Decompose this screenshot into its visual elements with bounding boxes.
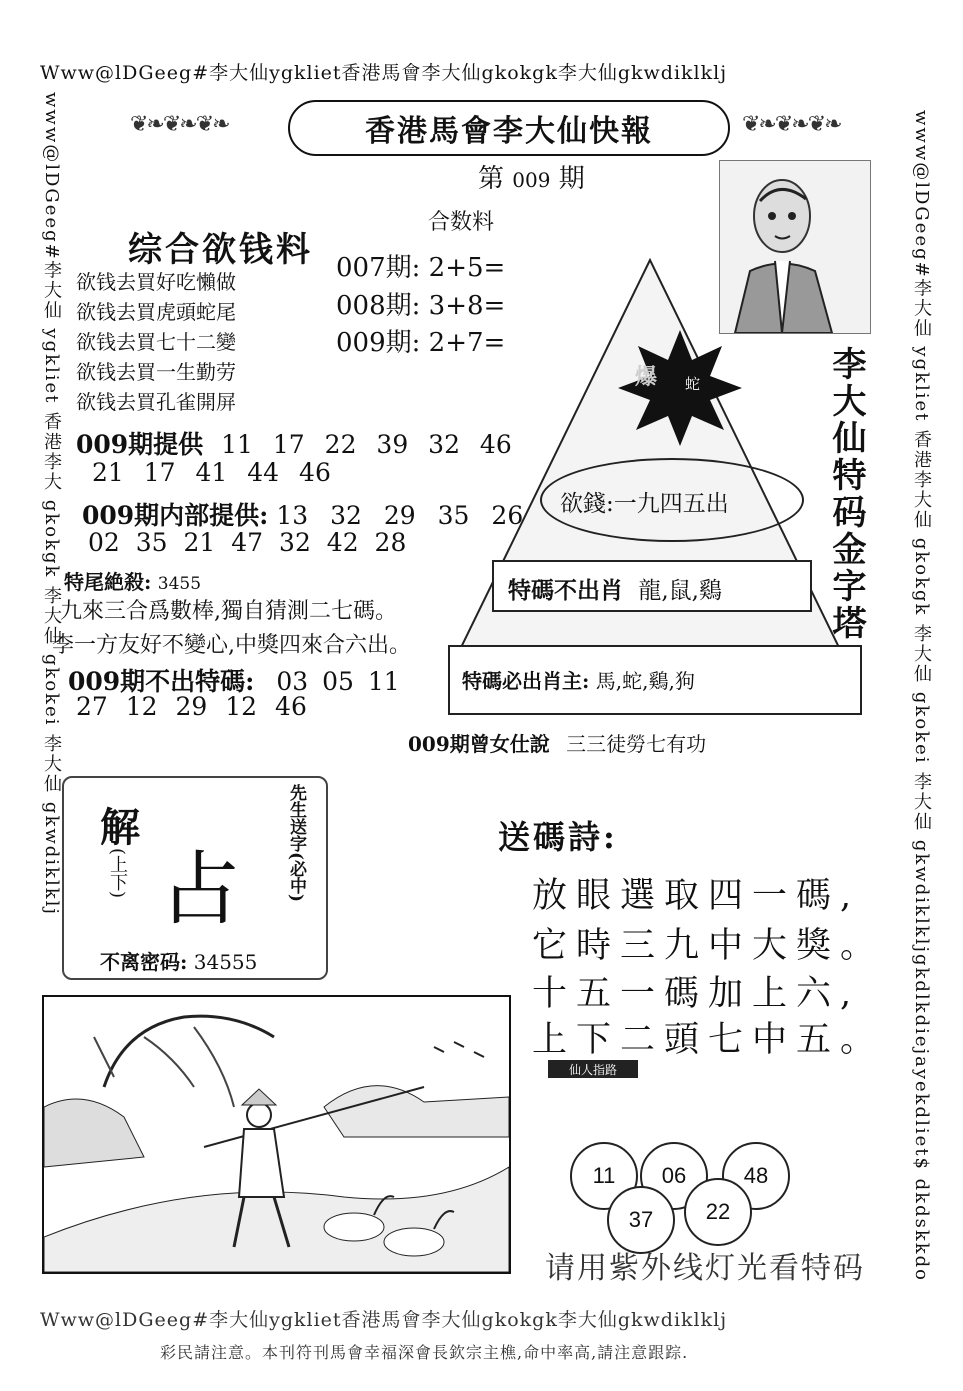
verse-1: 九來三合爲數棒,獨自猜測二七碼。 — [60, 599, 397, 624]
poem-line: 放眼選取四一碼, — [532, 876, 861, 916]
not-out-row — [508, 572, 722, 605]
number-ball: 37 — [607, 1186, 675, 1254]
fisherman-illustration — [42, 995, 511, 1274]
zonghe-line: 欲钱去買好吃懶做 — [76, 270, 236, 294]
poem-line: 十五一碼加上六, — [532, 974, 861, 1014]
number-ball: 48 — [722, 1142, 790, 1210]
want-money: 欲錢:一九四五出 — [560, 491, 729, 517]
left-ornament: ❦❧❦❧❦❧ — [130, 112, 229, 137]
no-special-label: 009期不出特碼: — [68, 667, 255, 696]
heshu-label: 合数料 — [428, 210, 495, 235]
footer-notice: 彩民請注意。本刊符刊馬會幸福深會長欽宗主樵,命中率高,請注意跟踪. — [160, 1343, 689, 1362]
decode-jie: 解 — [100, 804, 140, 851]
heshu-line: 008期: 3+8= — [336, 291, 506, 321]
zonghe-line: 欲钱去買七十二變 — [76, 330, 236, 354]
star-char: 爆 — [635, 364, 658, 390]
no-special-numbers: 03 05 11 — [276, 667, 400, 696]
must-out-label: 特碼必出肖主: — [462, 669, 590, 693]
number-ball: 11 — [570, 1142, 638, 1210]
provide-label: 009期提供 — [76, 430, 204, 459]
verse-2: 李一方友好不變心,中獎四來合六出。 — [52, 633, 411, 658]
right-ornament: ❦❧❦❧❦❧ — [742, 112, 841, 137]
issue-suffix: 期 — [558, 164, 585, 194]
heshu-line: 007期: 2+5= — [336, 253, 506, 283]
decode-side: 先生送字(必中) — [286, 784, 306, 903]
issue-value: 009 — [512, 168, 551, 192]
provide-numbers-2: 21 17 41 44 46 — [92, 458, 331, 487]
number-ball: 22 — [684, 1178, 752, 1246]
must-out-values: 馬,蛇,鷄,狗 — [595, 669, 695, 693]
header-strip: Www@lDGeeg#李大仙ygkliet香港馬會李大仙gkokgk李大仙gkwdiklklj — [40, 62, 728, 84]
tail-kill-row — [64, 566, 201, 595]
internal-numbers-2: 02 35 21 47 32 42 28 — [88, 528, 407, 557]
not-out-label: 特碼不出肖 — [508, 577, 623, 604]
zeng-says-value: 三三徒勞七有功 — [566, 732, 707, 756]
issue-number — [478, 158, 585, 195]
poem-line: 上下二頭七中五。 — [532, 1020, 885, 1060]
zonghe-line: 欲钱去買孔雀開屏 — [76, 390, 236, 414]
issue-prefix: 第 — [478, 164, 505, 194]
right-vertical-strip: www@lDGeeg#李大仙 ygkliet 香港李大仙 gkokgk 李大仙 gkokei 李大仙 gkwdiklkljgkdlkdiejayekdliet$ dkdskkdo — [911, 110, 932, 1283]
poem-line: 它時三九中大獎。 — [532, 926, 885, 966]
zonghe-line: 欲钱去買一生勤劳 — [76, 360, 236, 384]
page-title: 香港馬會李大仙快報 — [288, 100, 730, 156]
must-out-row — [462, 665, 695, 694]
number-ball: 06 — [640, 1142, 708, 1210]
pyramid-vertical-title: 李大仙特码金字塔 — [826, 346, 866, 642]
tail-kill-label: 特尾絶殺: — [64, 570, 152, 594]
no-leak-label: 不离密码: — [100, 950, 188, 974]
decode-big-char: 占 — [160, 843, 240, 936]
zeng-says-label: 009期曾女仕說 — [408, 732, 550, 756]
star-label: 蛇 — [685, 375, 701, 393]
tail-kill-value: 3455 — [157, 574, 202, 594]
poem-title: 送碼詩: — [498, 818, 618, 856]
heshu-line: 009期: 2+7= — [336, 328, 506, 358]
internal-numbers: 13 32 29 35 26 — [276, 501, 524, 530]
zonghe-title: 综合欲钱料 — [128, 230, 313, 270]
no-special-numbers-2: 27 12 29 12 46 — [76, 692, 307, 721]
provide-numbers: 11 17 22 39 32 46 — [221, 430, 512, 459]
internal-label: 009期内部提供: — [82, 501, 269, 530]
uv-light-note: 请用紫外线灯光看特码 — [545, 1251, 865, 1286]
no-leak-row — [100, 946, 257, 975]
not-out-values: 龍,鼠,鷄 — [638, 578, 722, 604]
left-vertical-strip: www@lDGeeg#李大仙 ygkliet 香港李大 gkokgk 李大仙 gkokei 李大仙 gkwdiklklj — [41, 92, 62, 916]
zonghe-line: 欲钱去買虎頭蛇尾 — [76, 300, 236, 324]
immortal-stamp: 仙人指路 — [548, 1060, 638, 1078]
zeng-says-row — [408, 728, 706, 757]
no-leak-value: 34555 — [193, 950, 258, 974]
decode-shangxia: (上下) — [107, 848, 128, 899]
footer-strip: Www@lDGeeg#李大仙ygkliet香港馬會李大仙gkokgk李大仙gkwdiklklj — [40, 1309, 728, 1331]
